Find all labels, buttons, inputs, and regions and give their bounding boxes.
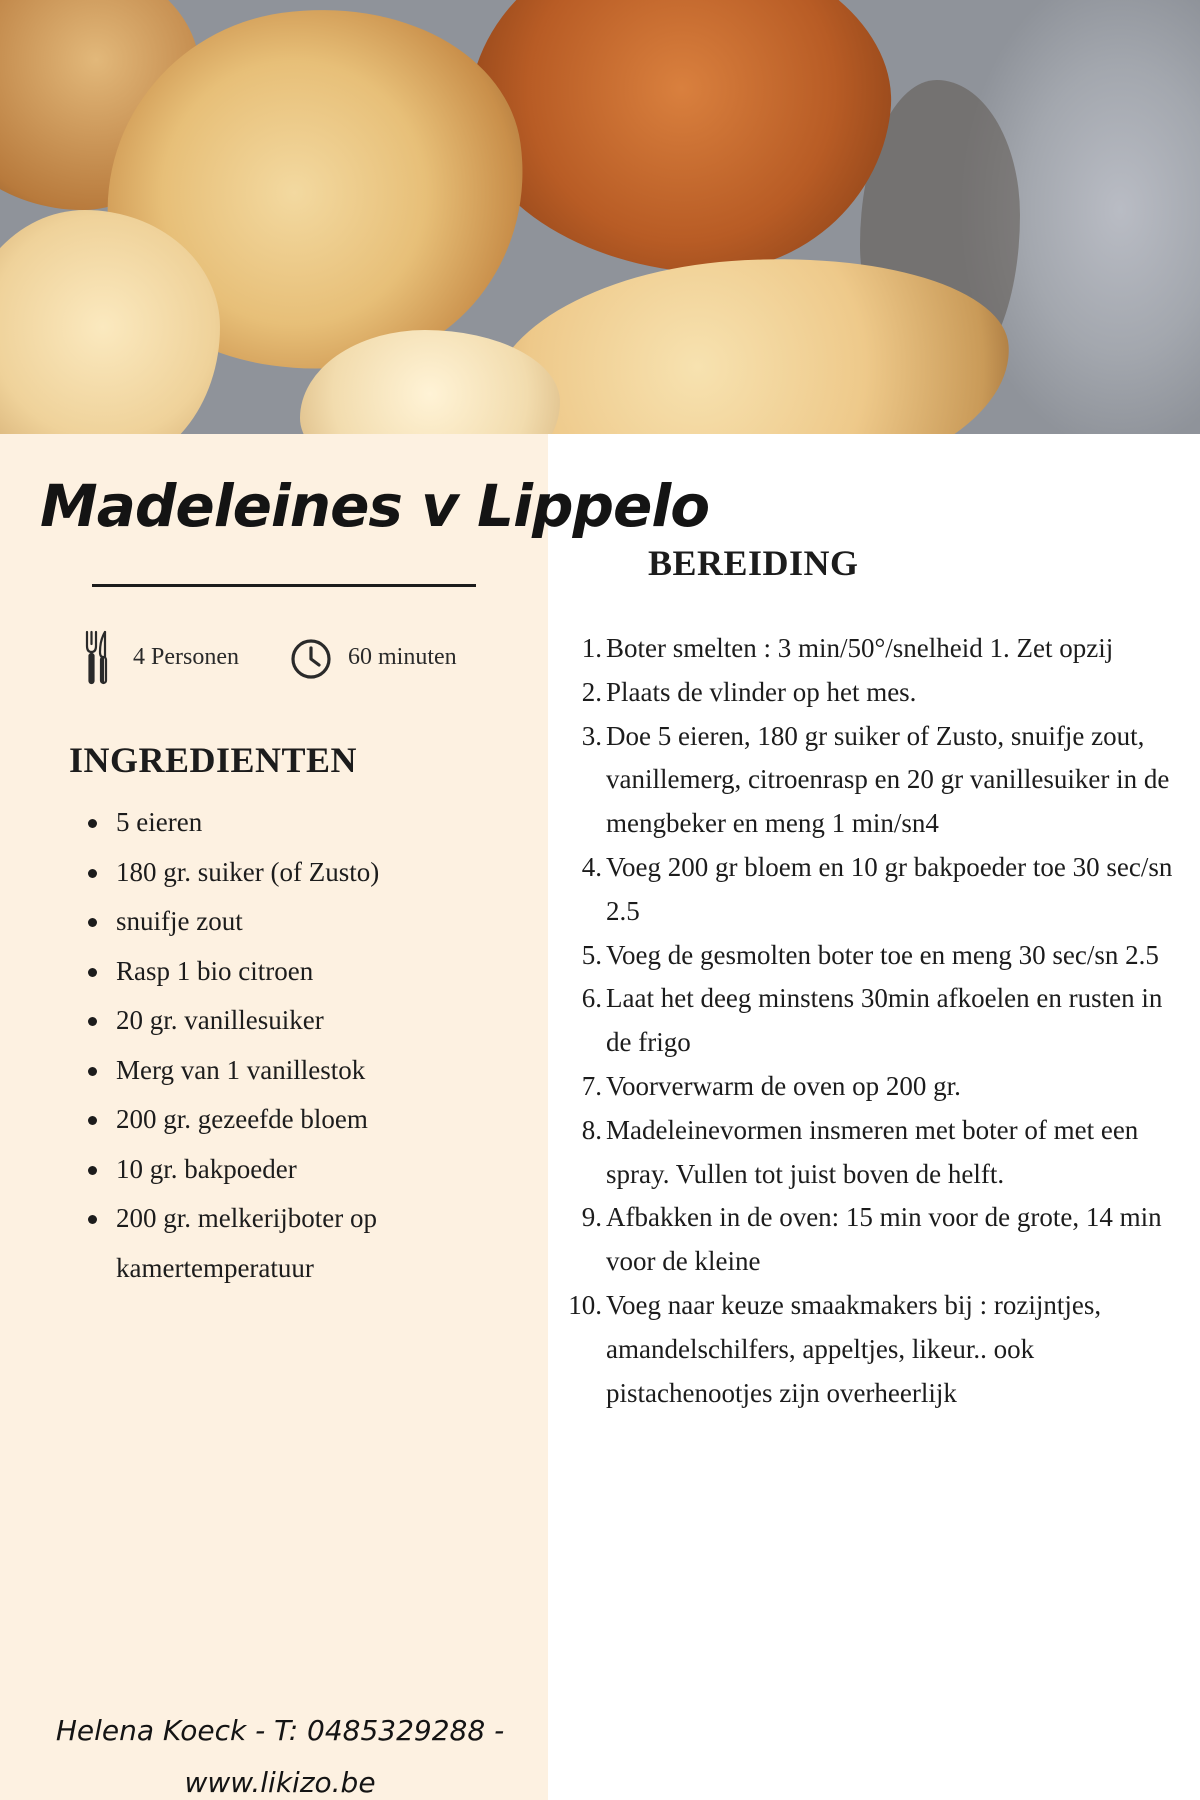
step-item — [566, 671, 1181, 715]
step-text: Voeg de gesmolten boter toe en meng 30 sec/sn 2.5 — [606, 939, 1159, 970]
preparation-heading: BEREIDING — [648, 543, 859, 583]
step-text: Boter smelten : 3 min/50°/snelheid 1. Zet opzij — [606, 633, 1114, 663]
title-divider — [92, 584, 476, 587]
step-text: Madeleinevormen insmeren met boter of met een spray. Vullen tot juist boven de helft. — [606, 1114, 1139, 1189]
ingredient-item: 200 gr. melkerijboter op kamertemperatuur — [84, 1194, 524, 1293]
step-item — [566, 627, 1181, 671]
ingredient-item: 200 gr. gezeefde bloem — [84, 1095, 524, 1145]
step-text: Voeg 200 gr bloem en 10 gr bakpoeder toe 30 sec/sn 2.5 — [606, 851, 1173, 926]
step-item — [566, 1196, 1181, 1284]
servings-label: 4 Personen — [133, 644, 239, 670]
ingredient-item: 20 gr. vanillesuiker — [84, 996, 524, 1046]
ingredient-item: snuifje zout — [84, 897, 524, 947]
step-item — [566, 934, 1181, 978]
step-item — [566, 1284, 1181, 1415]
step-text: Plaats de vlinder op het mes. — [606, 676, 917, 707]
ingredient-item: Merg van 1 vanillestok — [84, 1046, 524, 1096]
step-number: 4. — [581, 851, 602, 882]
step-number: 10. — [568, 1289, 602, 1320]
recipe-title: Madeleines v Lippelo — [40, 472, 710, 540]
step-number: 9. — [581, 1202, 602, 1233]
step-number: 5. — [581, 939, 602, 970]
step-number: 8. — [581, 1114, 602, 1145]
duration-label: 60 minuten — [348, 644, 457, 670]
step-number: 1. — [581, 633, 602, 663]
preparation-steps — [566, 627, 1181, 1415]
step-text: Voorverwarm de oven op 200 gr. — [606, 1070, 961, 1101]
ingredient-item: Rasp 1 bio citroen — [84, 947, 524, 997]
website-link[interactable]: www.likizo.be — [184, 1766, 376, 1799]
contact-line: Helena Koeck - T: 0485329288 - — [55, 1714, 505, 1747]
step-number: 7. — [581, 1070, 602, 1101]
clock-icon — [290, 638, 332, 680]
madeleines-photo — [0, 0, 1200, 434]
ingredient-item: 180 gr. suiker (of Zusto) — [84, 848, 524, 898]
fork-knife-icon — [84, 630, 110, 686]
ingredient-item: 5 eieren — [84, 798, 524, 848]
footer-contact — [30, 1705, 530, 1800]
step-item — [566, 846, 1181, 934]
step-number: 6. — [581, 983, 602, 1014]
step-item — [566, 1065, 1181, 1109]
step-item — [566, 977, 1181, 1065]
ingredients-list — [84, 798, 524, 1293]
step-item — [566, 1109, 1181, 1197]
step-text: Voeg naar keuze smaakmakers bij : rozijntjes, amandelschilfers, appeltjes, likeur.. ook pistachenootjes zijn overheerlijk — [606, 1289, 1102, 1408]
step-text: Laat het deeg minstens 30min afkoelen en rusten in de frigo — [606, 983, 1163, 1058]
step-number: 3. — [581, 720, 602, 751]
ingredients-heading: INGREDIENTEN — [69, 740, 358, 780]
ingredient-item: 10 gr. bakpoeder — [84, 1145, 524, 1195]
step-item — [566, 715, 1181, 846]
step-text: Afbakken in de oven: 15 min voor de grote, 14 min voor de kleine — [606, 1202, 1162, 1277]
step-number: 2. — [581, 676, 602, 707]
step-text: Doe 5 eieren, 180 gr suiker of Zusto, snuifje zout, vanillemerg, citroenrasp en 20 gr vanillesuiker in de mengbeker en meng 1 min/sn4 — [606, 720, 1170, 839]
